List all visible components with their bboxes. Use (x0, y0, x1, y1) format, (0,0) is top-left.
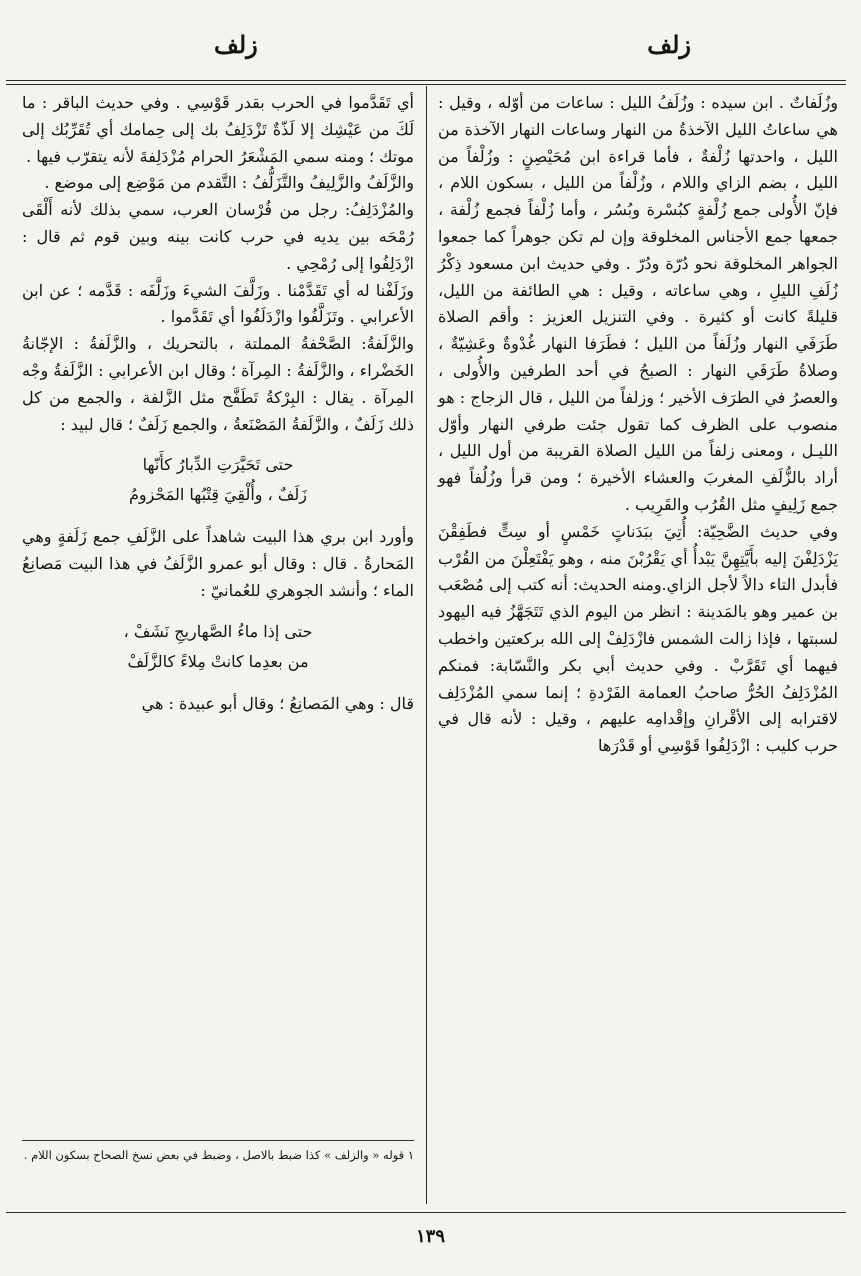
page-number: ١٣٩ (415, 1226, 445, 1247)
poem-labid-line-2: زَلَفٌ ، وأُلْقِيَ قِتْبُها المَحْزومُ (128, 485, 308, 505)
footer-rule (6, 1212, 846, 1213)
running-header-right: زلف (647, 30, 691, 59)
left-paragraph-7: قال : وهي المَصانِعُ ؛ وقال أبو عبيدة : هي (141, 693, 414, 713)
left-paragraph-3: والمُزْدَلِفُ: رجل من فُرْسان العرب، سمي بذلك لأنه أَلْقَى رُمْحَه بين يديه في حرب كانت بينه وبين قوم ثم قال : ازْدَلِفُوا إلى رُمْحِي . (22, 200, 414, 273)
left-paragraph-6: وأورد ابن بري هذا البيت شاهداً على الزَّلَفِ جمع زَلَفةٍ وهي المَحارةُ . قال : وقال أبو عمرو الزَّلَفُ في هذا البيت مَصانِعُ الماء ؛ وأنشد الجوهري للعُمانيّ : (22, 527, 414, 600)
right-column (438, 90, 838, 760)
left-paragraph-1: أي تَقَدَّموا في الحرب بقدر قَوْسِي . وفي حديث الباقر : ما لَكَ من عَيْشِك إلا لَذّةٌ تَزْدَلِفُ بك إلى حِمامك أي تُقَرِّبُك إلى موتك ؛ ومنه سمي المَشْعَرُ الحرام مُزْدَلِفةَ لأنه يتقرّب فيها . (22, 93, 415, 166)
header-rule (6, 80, 846, 81)
poem-umani (22, 617, 414, 677)
running-header-left: زلف (214, 30, 258, 59)
header-rule-inner (6, 84, 846, 85)
left-paragraph-5: والزَّلَفةُ: الصَّحْفةُ المملتة ، بالتحريك ، والزَّلَفةُ : الإجّانةُ الخَضْراء ، والزَّلَفةُ : المِرآة ؛ وقال ابن الأعرابي : الزَّلَفةُ وجْه المِرآة . يقال : البِرْكةُ تَطَفَّح مثل الزَّلفة ، والجمع من كل ذلك زَلَفٌ ، والزَّلَفةُ المَصْنَعةُ ، والجمع زَلَفٌ ؛ قال لبيد : (22, 334, 414, 434)
poem-labid (22, 450, 414, 510)
left-paragraph-4: وزَلَفْنا له أي تَقَدَّمْنا . وزَلَّفَ الشيءَ وزَلَّفَه : قَدَّمه ؛ عن ابن الأعرابي . وتَزَلَّفُوا وازْدَلَفُوا أي تَقَدَّموا . (22, 280, 414, 327)
column-divider (426, 86, 427, 1204)
footnote-separator (22, 1140, 414, 1141)
footnote: ١ قوله « والزلف » كذا ضبط بالاصل ، وضبط في بعض نسخ الصحاح بسكون اللام . (23, 1148, 414, 1162)
poem-umani-line-2: من بعدِما كانتْ مِلاءً كالزَّلَفْ (127, 651, 309, 671)
left-paragraph-2: والزَّلَفُ والزَّلِيفُ والتَّزَلُّفُ : التَّقدم من مَوْضِع إلى موضع . (44, 173, 414, 193)
left-column (22, 90, 414, 718)
poem-labid-line-1: حتى تَحَيَّرَتِ الدِّبارُ كأَنّها (142, 455, 294, 475)
right-paragraph-1: وزُلَفاتٌ . ابن سيده : وزُلَفُ الليل : ساعات من أوّله ، وقيل : هي ساعاتُ الليل الآخذةُ من النهار وساعات النهار الآخذة من الليل ، واحدتها زُلْفةٌ ، فأما قراءة ابن مُحَيْصِنٍ : وزُلْفاً من الليل ، بضم الزاي واللام ، وزُلْفاً من الليل ، بسكون اللام ، فإنّ الأُولى جمع زُلْفةٍ كبُسْرة وبُسُر ، وأما زُلْفاً فجمع زُلْفة ، جمعها جمع الأجناس المخلوقة وإن لم تكن جوهراً كما جمعوا الجواهر المخلوقة نحو دُرّة ودُرّ . وفي حديث ابن مسعود ذِكْرُ زُلَفِ الليلِ ، وهي ساعاته ، وقيل : هي الطائفة من الليل، قليلةً كانت أو كثيرة . وفي التنزيل العزيز : وأقم الصلاة طَرَفَي النهار وزُلَفاً من الليل ؛ فطَرَفا النهار غُدْوةٌ وعَشِيّةٌ ، وصلاةُ طَرَفَي النهار : الصبحُ في أحد الطرفين والأُولى ، والعصرُ في الطرَف الأخير ؛ وزلفاً من الليل ، قال الزجاج : هو منصوب على الظرف كما تقول جئت طرفي النهار وأوّل الليـل ، ومعنى زلفاً من الليل الصلاة القريبة من أول الليل ، أراد بالزُّلَفِ المغربَ والعشاء الأخيرة ؛ ومن قرأ وزُلُفاً فهو جمع زَلِيفٍ مثل القُرُب والقَرِيب . (438, 93, 839, 514)
right-paragraph-2: وفي حديث الضَّحِيّة: أُتِيَ ببَدَناتٍ خَمْسٍ أو سِتٍّ فطَفِقْنَ يَزْدَلِفْنَ إليه بأَيَّتِهِنَّ يَبْدأُ أي يَقْرُبْنَ منه ، وهو يَفْتَعِلْنَ من القُرْب فأبدل التاء دالاً لأجل الزاي.ومنه الحديث: أنه كتب إلى مُصْعَب بن عمير وهو بالمَدينة : انظر من اليوم الذي تَتَجَهَّزُ فيه اليهود لسبتها ، فإذا زالت الشمس فازْدَلِفْ إلى الله بركعتين واخطب فيهما أي تَقَرَّبْ . وفي حديث أبي بكر والنَّسّابة: فمنكم المُزْدَلِفُ الحُرُّ صاحبُ العمامة الفَرْدةِ ؛ إنما سمي المُزْدَلِف لاقترابه إلى الأقْرانِ وإقْدامِه عليهم ، وقيل : لأنه قال في حرب كليب : ازْدَلِفُوا قَوْسِي أو قَدْرَها (438, 521, 838, 756)
poem-umani-line-1: حتى إذا ماءُ الصَّهاريجِ نَشَفْ ، (123, 621, 313, 641)
